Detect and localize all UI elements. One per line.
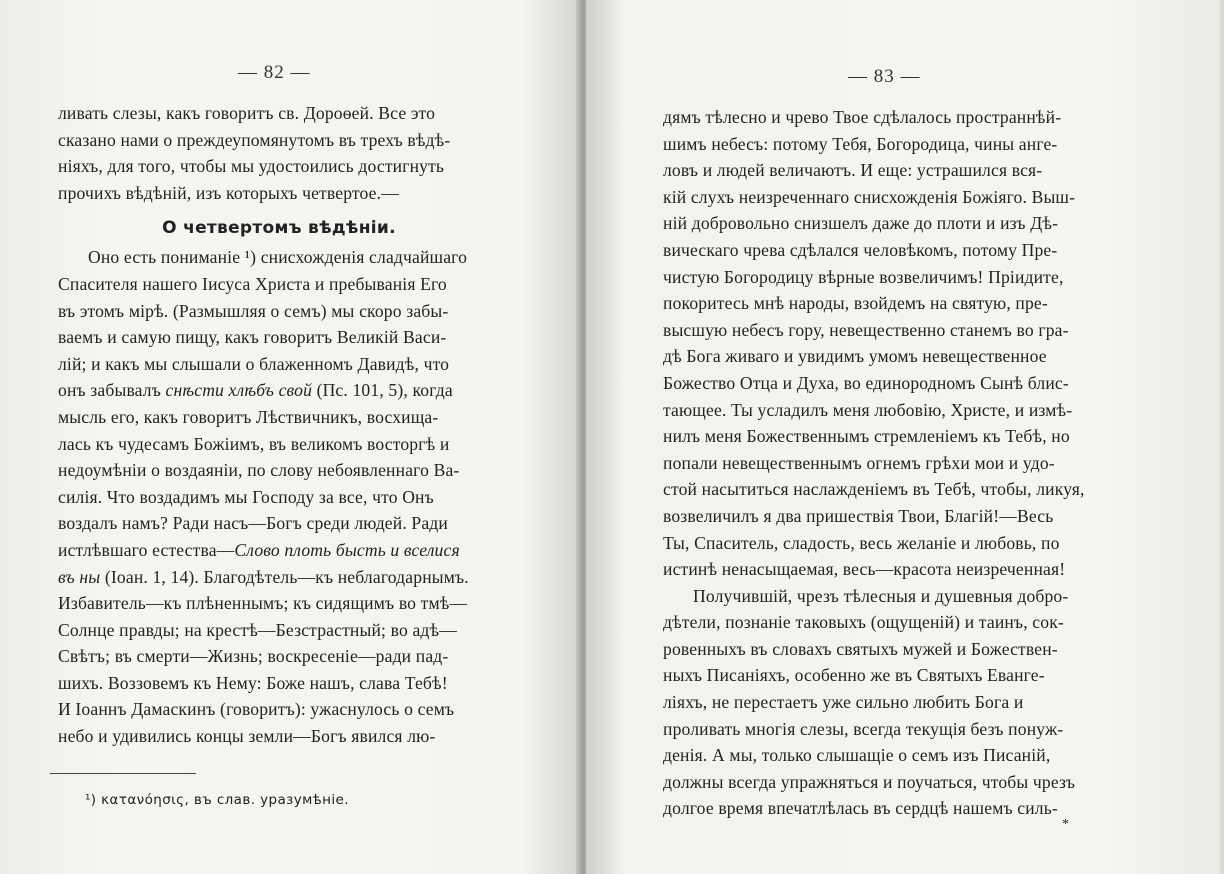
text-run: (Пс. 101, 5), когда	[312, 380, 453, 401]
text-line	[58, 377, 500, 404]
section-heading: О четвертомъ вѣдѣніи.	[162, 218, 396, 239]
footnote-divider	[50, 773, 196, 774]
text-line: сказано нами о преждеупомянутомъ въ трехъ вѣдѣ-	[58, 129, 451, 150]
page-number: — 82 —	[238, 62, 311, 83]
text-line	[58, 537, 500, 564]
text-line: недоумѣніи о воздаяніи, по слову небоявленнаго Ва-	[58, 460, 460, 481]
text-line: Оно есть пониманіе ¹) снисхожденія сладчайшаго	[88, 247, 468, 268]
text-line: воздалъ намъ? Ради насъ—Богъ среди людей. Ради	[58, 513, 448, 534]
text-line: Солнце правды; на крестѣ—Безстрастный; во адѣ—	[58, 619, 457, 640]
italic-quote: въ ны	[58, 566, 101, 587]
text-line: ловъ и людей величаютъ. И еще: устрашился вся-	[663, 160, 1043, 181]
text-line: ліяхъ, не перестаетъ уже сильно любить Бога и	[663, 692, 1024, 713]
text-line	[58, 564, 500, 591]
text-line: небо и удивились концы земли—Богъ явился лю-	[58, 726, 436, 747]
text-run: истлѣвшаго естества—	[58, 539, 235, 560]
text-line: Избавитель—къ плѣненнымъ; къ сидящимъ во тмѣ—	[58, 593, 468, 614]
text-line: попали невещественнымъ огнемъ грѣхи мои и удо-	[663, 452, 1055, 473]
text-line: дѣтели, познаніе таковыхъ (ощущеній) и таинъ, сок-	[663, 612, 1064, 633]
text-line: ныхъ Писаніяхъ, особенно же въ Святыхъ Еванге-	[663, 665, 1045, 686]
footnote: ¹) κατανόησις, въ слав. уразумѣніе.	[85, 792, 349, 808]
text-line: покоритесь мнѣ народы, взойдемъ на святую, пре-	[663, 293, 1048, 314]
text-line: ніяхъ, для того, чтобы мы удостоились достигнуть	[58, 156, 445, 177]
text-line: шихъ. Воззовемъ къ Нему: Боже нашъ, слава Тебѣ!	[58, 672, 448, 693]
right-page	[586, 0, 1220, 874]
text-line: должны всегда упражняться и поучаться, чтобы чрезъ	[663, 771, 1076, 792]
text-line: прочихъ вѣдѣній, изъ которыхъ четвертое.—	[58, 182, 399, 203]
text-line: мысль его, какъ говоритъ Лѣствичникъ, восхища-	[58, 406, 439, 427]
text-line: стой насытиться наслажденіемъ въ Тебѣ, чтобы, ликуя,	[663, 479, 1085, 500]
text-run: онъ забывалъ	[58, 380, 166, 401]
text-line: возвеличилъ я два пришествія Твои, Благій!—Весь	[663, 505, 1054, 526]
text-line: чистую Богородицу вѣрные возвеличимъ! Пріидите,	[663, 266, 1064, 287]
text-line: шимъ небесъ: потому Тебя, Богородица, чины анге-	[663, 133, 1058, 154]
right-body-text	[663, 104, 1115, 822]
left-body-text	[58, 100, 500, 750]
text-line: долгое время впечатлѣлась въ сердцѣ нашемъ силь-	[663, 798, 1058, 819]
italic-quote: Слово плоть бысть и вселися	[234, 539, 460, 560]
text-line: Свѣтъ; въ смерти—Жизнь; воскресеніе—ради пад-	[58, 646, 449, 667]
text-line: Спасителя нашего Іисуса Христа и пребыванія Его	[58, 273, 447, 294]
text-line: ваемъ и самую пищу, какъ говоритъ Великій Васи-	[58, 327, 447, 348]
page-number: — 83 —	[848, 66, 921, 87]
text-line: И Іоаннъ Дамаскинъ (говоритъ): ужаснулось о семъ	[58, 699, 455, 720]
text-line: тающее. Ты усладилъ меня любовію, Христе, и измѣ-	[663, 399, 1073, 420]
signature-mark: *	[1062, 817, 1069, 832]
left-page	[0, 0, 580, 874]
text-line: нилъ меня Божественнымъ стремленіемъ къ Тебѣ, но	[663, 426, 1070, 447]
text-line: высшую небесъ гору, невещественно станемъ во гра-	[663, 319, 1069, 340]
text-line: денія. А мы, только слышащіе о семъ изъ Писаній,	[663, 745, 1051, 766]
text-line: въ этомъ мірѣ. (Размышляя о семъ) мы скоро забы-	[58, 300, 449, 321]
text-line: проливать многія слезы, всегда текущія безъ понуж-	[663, 718, 1064, 739]
text-line: ровенныхъ въ словахъ святыхъ мужей и Божествен-	[663, 638, 1058, 659]
text-line: кій слухъ неизреченнаго снисхожденія Божіяго. Выш-	[663, 186, 1076, 207]
text-line: дѣ Бога живаго и увидимъ умомъ невещественное	[663, 346, 1047, 367]
text-line: вическаго чрева сдѣлался человѣкомъ, потому Пре-	[663, 239, 1058, 260]
text-run: (Іоан. 1, 14). Благодѣтель—къ неблагодарнымъ.	[100, 566, 469, 587]
text-line: Божество Отца и Духа, во единородномъ Сынѣ блис-	[663, 372, 1069, 393]
text-line: лась къ чудесамъ Божіимъ, въ великомъ восторгѣ и	[58, 433, 450, 454]
text-line: дямъ тѣлесно и чрево Твое сдѣлалось пространнѣй-	[663, 107, 1062, 127]
text-line: силія. Что воздадимъ мы Господу за все, что Онъ	[58, 486, 434, 507]
text-line: лій; и какъ мы слышали о блаженномъ Давидѣ, что	[58, 353, 450, 374]
text-line: ливать слезы, какъ говоритъ св. Дороѳей. Все это	[58, 103, 436, 123]
text-line: Получившій, чрезъ тѣлесныя и душевныя добро-	[693, 585, 1069, 606]
text-line: ній добровольно снизшелъ даже до плоти и изъ Дѣ-	[663, 213, 1059, 234]
text-line: истинѣ ненасыщаемая, весь—красота неизреченная!	[663, 559, 1066, 580]
italic-quote: снѣсти хлѣбъ свой	[165, 380, 313, 401]
text-line: Ты, Спаситель, сладость, весь желаніе и любовь, по	[663, 532, 1060, 553]
